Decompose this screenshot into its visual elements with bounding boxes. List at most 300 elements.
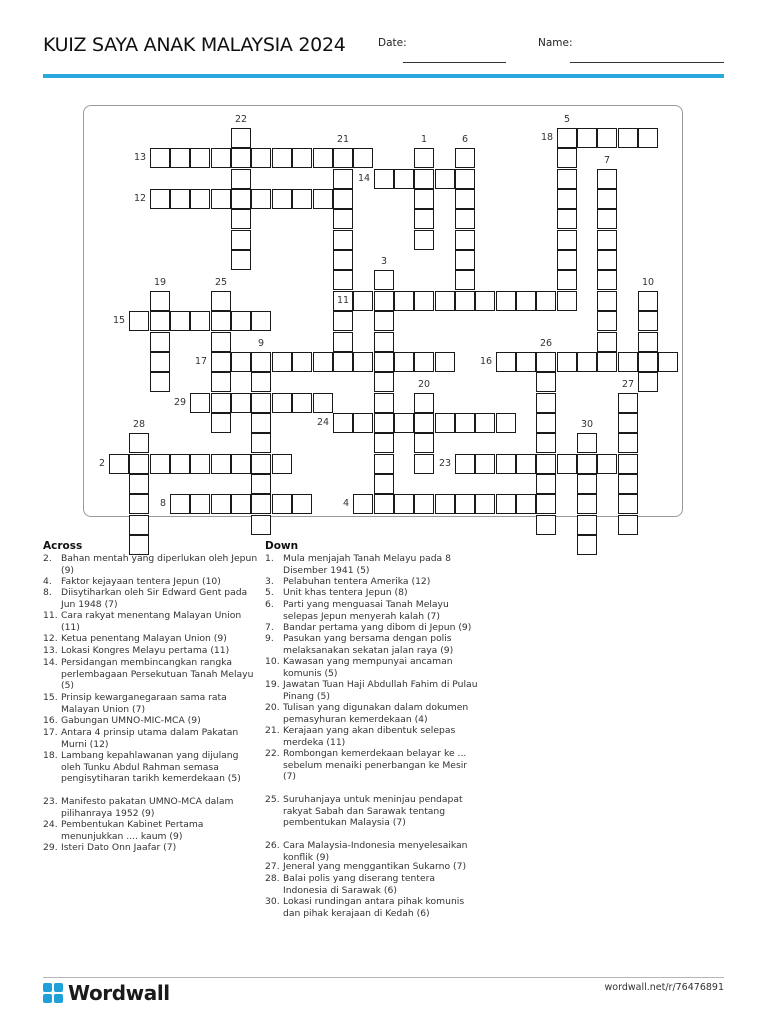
crossword-letter-input[interactable] xyxy=(456,457,474,475)
crossword-cell[interactable] xyxy=(536,413,556,433)
crossword-letter-input[interactable] xyxy=(354,416,372,434)
crossword-cell[interactable] xyxy=(251,494,271,514)
crossword-letter-input[interactable] xyxy=(314,355,332,373)
crossword-cell[interactable] xyxy=(170,494,190,514)
crossword-cell[interactable] xyxy=(475,291,495,311)
crossword-letter-input[interactable] xyxy=(212,396,230,414)
crossword-cell[interactable] xyxy=(618,352,638,372)
crossword-letter-input[interactable] xyxy=(252,192,270,210)
crossword-letter-input[interactable] xyxy=(415,192,433,210)
crossword-letter-input[interactable] xyxy=(273,497,291,515)
crossword-letter-input[interactable] xyxy=(293,151,311,169)
crossword-letter-input[interactable] xyxy=(395,416,413,434)
crossword-cell[interactable] xyxy=(577,352,597,372)
crossword-cell[interactable] xyxy=(557,169,577,189)
crossword-cell[interactable] xyxy=(150,311,170,331)
crossword-cell[interactable] xyxy=(333,189,353,209)
crossword-cell[interactable] xyxy=(618,413,638,433)
crossword-letter-input[interactable] xyxy=(476,294,494,312)
crossword-letter-input[interactable] xyxy=(598,192,616,210)
crossword-letter-input[interactable] xyxy=(415,457,433,475)
crossword-cell[interactable] xyxy=(170,189,190,209)
crossword-letter-input[interactable] xyxy=(151,294,169,312)
crossword-letter-input[interactable] xyxy=(598,294,616,312)
crossword-letter-input[interactable] xyxy=(212,335,230,353)
crossword-letter-input[interactable] xyxy=(232,212,250,230)
crossword-letter-input[interactable] xyxy=(415,151,433,169)
crossword-cell[interactable] xyxy=(414,433,434,453)
crossword-cell[interactable] xyxy=(272,494,292,514)
crossword-letter-input[interactable] xyxy=(558,457,576,475)
crossword-cell[interactable] xyxy=(394,352,414,372)
crossword-cell[interactable] xyxy=(211,189,231,209)
crossword-letter-input[interactable] xyxy=(497,294,515,312)
crossword-letter-input[interactable] xyxy=(578,477,596,495)
crossword-cell[interactable] xyxy=(435,352,455,372)
crossword-letter-input[interactable] xyxy=(517,497,535,515)
crossword-cell[interactable] xyxy=(414,291,434,311)
crossword-letter-input[interactable] xyxy=(232,253,250,271)
crossword-letter-input[interactable] xyxy=(334,253,352,271)
crossword-cell[interactable] xyxy=(597,250,617,270)
crossword-cell[interactable] xyxy=(536,454,556,474)
crossword-letter-input[interactable] xyxy=(639,314,657,332)
crossword-letter-input[interactable] xyxy=(456,253,474,271)
crossword-cell[interactable] xyxy=(150,352,170,372)
crossword-cell[interactable] xyxy=(536,474,556,494)
crossword-cell[interactable] xyxy=(190,454,210,474)
crossword-cell[interactable] xyxy=(353,494,373,514)
crossword-letter-input[interactable] xyxy=(212,314,230,332)
crossword-letter-input[interactable] xyxy=(212,375,230,393)
crossword-letter-input[interactable] xyxy=(212,151,230,169)
crossword-letter-input[interactable] xyxy=(314,151,332,169)
crossword-letter-input[interactable] xyxy=(375,416,393,434)
crossword-letter-input[interactable] xyxy=(598,253,616,271)
crossword-cell[interactable] xyxy=(251,433,271,453)
crossword-cell[interactable] xyxy=(638,291,658,311)
crossword-letter-input[interactable] xyxy=(375,273,393,291)
crossword-cell[interactable] xyxy=(638,311,658,331)
crossword-cell[interactable] xyxy=(374,372,394,392)
crossword-cell[interactable] xyxy=(251,352,271,372)
crossword-cell[interactable] xyxy=(190,189,210,209)
crossword-letter-input[interactable] xyxy=(456,192,474,210)
crossword-cell[interactable] xyxy=(597,454,617,474)
crossword-letter-input[interactable] xyxy=(415,436,433,454)
crossword-letter-input[interactable] xyxy=(293,497,311,515)
crossword-letter-input[interactable] xyxy=(252,314,270,332)
crossword-letter-input[interactable] xyxy=(598,233,616,251)
crossword-cell[interactable] xyxy=(557,352,577,372)
crossword-letter-input[interactable] xyxy=(293,192,311,210)
crossword-letter-input[interactable] xyxy=(151,457,169,475)
crossword-letter-input[interactable] xyxy=(110,457,128,475)
crossword-cell[interactable] xyxy=(496,413,516,433)
crossword-cell[interactable] xyxy=(353,413,373,433)
crossword-cell[interactable] xyxy=(475,494,495,514)
crossword-cell[interactable] xyxy=(577,515,597,535)
crossword-letter-input[interactable] xyxy=(130,436,148,454)
crossword-letter-input[interactable] xyxy=(212,192,230,210)
crossword-cell[interactable] xyxy=(597,270,617,290)
crossword-cell[interactable] xyxy=(190,148,210,168)
crossword-letter-input[interactable] xyxy=(212,497,230,515)
crossword-cell[interactable] xyxy=(516,454,536,474)
crossword-cell[interactable] xyxy=(170,311,190,331)
crossword-cell[interactable] xyxy=(333,352,353,372)
crossword-cell[interactable] xyxy=(455,189,475,209)
crossword-letter-input[interactable] xyxy=(639,375,657,393)
crossword-cell[interactable] xyxy=(496,494,516,514)
crossword-letter-input[interactable] xyxy=(375,497,393,515)
crossword-cell[interactable] xyxy=(374,291,394,311)
crossword-cell[interactable] xyxy=(516,494,536,514)
crossword-letter-input[interactable] xyxy=(415,294,433,312)
crossword-cell[interactable] xyxy=(557,209,577,229)
crossword-cell[interactable] xyxy=(129,311,149,331)
crossword-letter-input[interactable] xyxy=(598,212,616,230)
crossword-letter-input[interactable] xyxy=(415,355,433,373)
crossword-letter-input[interactable] xyxy=(639,335,657,353)
crossword-letter-input[interactable] xyxy=(456,416,474,434)
crossword-cell[interactable] xyxy=(211,311,231,331)
crossword-letter-input[interactable] xyxy=(232,233,250,251)
crossword-cell[interactable] xyxy=(211,413,231,433)
crossword-cell[interactable] xyxy=(211,332,231,352)
crossword-cell[interactable] xyxy=(597,311,617,331)
crossword-cell[interactable] xyxy=(638,352,658,372)
crossword-letter-input[interactable] xyxy=(537,355,555,373)
crossword-letter-input[interactable] xyxy=(456,151,474,169)
crossword-letter-input[interactable] xyxy=(334,172,352,190)
crossword-cell[interactable] xyxy=(597,352,617,372)
crossword-letter-input[interactable] xyxy=(436,497,454,515)
crossword-cell[interactable] xyxy=(618,433,638,453)
crossword-cell[interactable] xyxy=(150,332,170,352)
crossword-letter-input[interactable] xyxy=(130,314,148,332)
crossword-cell[interactable] xyxy=(435,494,455,514)
crossword-cell[interactable] xyxy=(129,474,149,494)
crossword-letter-input[interactable] xyxy=(537,416,555,434)
crossword-letter-input[interactable] xyxy=(497,355,515,373)
crossword-letter-input[interactable] xyxy=(415,416,433,434)
crossword-cell[interactable] xyxy=(150,189,170,209)
crossword-cell[interactable] xyxy=(455,169,475,189)
crossword-cell[interactable] xyxy=(231,128,251,148)
crossword-cell[interactable] xyxy=(313,148,333,168)
crossword-cell[interactable] xyxy=(597,230,617,250)
crossword-letter-input[interactable] xyxy=(252,375,270,393)
crossword-letter-input[interactable] xyxy=(537,294,555,312)
crossword-letter-input[interactable] xyxy=(232,151,250,169)
crossword-cell[interactable] xyxy=(414,352,434,372)
crossword-cell[interactable] xyxy=(577,454,597,474)
crossword-letter-input[interactable] xyxy=(598,131,616,149)
crossword-cell[interactable] xyxy=(333,413,353,433)
crossword-cell[interactable] xyxy=(272,148,292,168)
crossword-cell[interactable] xyxy=(231,189,251,209)
crossword-cell[interactable] xyxy=(455,413,475,433)
crossword-letter-input[interactable] xyxy=(517,457,535,475)
crossword-cell[interactable] xyxy=(251,148,271,168)
crossword-cell[interactable] xyxy=(231,352,251,372)
crossword-cell[interactable] xyxy=(597,128,617,148)
crossword-cell[interactable] xyxy=(597,332,617,352)
crossword-cell[interactable] xyxy=(313,189,333,209)
crossword-letter-input[interactable] xyxy=(273,457,291,475)
crossword-cell[interactable] xyxy=(557,270,577,290)
crossword-letter-input[interactable] xyxy=(456,233,474,251)
crossword-letter-input[interactable] xyxy=(619,518,637,536)
crossword-letter-input[interactable] xyxy=(273,151,291,169)
crossword-letter-input[interactable] xyxy=(232,172,250,190)
crossword-letter-input[interactable] xyxy=(578,131,596,149)
crossword-cell[interactable] xyxy=(414,393,434,413)
crossword-cell[interactable] xyxy=(455,494,475,514)
crossword-cell[interactable] xyxy=(414,413,434,433)
crossword-letter-input[interactable] xyxy=(334,192,352,210)
crossword-letter-input[interactable] xyxy=(151,151,169,169)
crossword-letter-input[interactable] xyxy=(436,416,454,434)
crossword-letter-input[interactable] xyxy=(293,355,311,373)
crossword-cell[interactable] xyxy=(374,413,394,433)
crossword-letter-input[interactable] xyxy=(191,457,209,475)
crossword-cell[interactable] xyxy=(251,413,271,433)
crossword-letter-input[interactable] xyxy=(314,396,332,414)
crossword-cell[interactable] xyxy=(536,393,556,413)
crossword-letter-input[interactable] xyxy=(558,151,576,169)
crossword-letter-input[interactable] xyxy=(191,314,209,332)
crossword-cell[interactable] xyxy=(292,352,312,372)
crossword-letter-input[interactable] xyxy=(578,497,596,515)
crossword-cell[interactable] xyxy=(170,148,190,168)
crossword-letter-input[interactable] xyxy=(476,416,494,434)
crossword-letter-input[interactable] xyxy=(497,497,515,515)
crossword-letter-input[interactable] xyxy=(619,457,637,475)
crossword-cell[interactable] xyxy=(435,169,455,189)
crossword-cell[interactable] xyxy=(251,454,271,474)
crossword-cell[interactable] xyxy=(658,352,678,372)
crossword-cell[interactable] xyxy=(231,209,251,229)
crossword-letter-input[interactable] xyxy=(436,172,454,190)
crossword-cell[interactable] xyxy=(231,250,251,270)
crossword-letter-input[interactable] xyxy=(151,314,169,332)
crossword-cell[interactable] xyxy=(394,413,414,433)
crossword-letter-input[interactable] xyxy=(212,294,230,312)
crossword-cell[interactable] xyxy=(414,169,434,189)
crossword-cell[interactable] xyxy=(251,393,271,413)
crossword-cell[interactable] xyxy=(374,270,394,290)
crossword-letter-input[interactable] xyxy=(334,212,352,230)
crossword-cell[interactable] xyxy=(374,433,394,453)
crossword-cell[interactable] xyxy=(272,454,292,474)
crossword-letter-input[interactable] xyxy=(273,192,291,210)
crossword-letter-input[interactable] xyxy=(456,497,474,515)
crossword-cell[interactable] xyxy=(577,494,597,514)
crossword-letter-input[interactable] xyxy=(456,172,474,190)
crossword-cell[interactable] xyxy=(496,454,516,474)
crossword-letter-input[interactable] xyxy=(537,518,555,536)
crossword-letter-input[interactable] xyxy=(252,457,270,475)
crossword-letter-input[interactable] xyxy=(354,497,372,515)
crossword-letter-input[interactable] xyxy=(619,131,637,149)
crossword-cell[interactable] xyxy=(536,515,556,535)
crossword-cell[interactable] xyxy=(333,332,353,352)
crossword-letter-input[interactable] xyxy=(252,416,270,434)
crossword-letter-input[interactable] xyxy=(578,436,596,454)
crossword-letter-input[interactable] xyxy=(151,335,169,353)
crossword-letter-input[interactable] xyxy=(598,355,616,373)
crossword-letter-input[interactable] xyxy=(578,355,596,373)
crossword-cell[interactable] xyxy=(455,250,475,270)
crossword-cell[interactable] xyxy=(272,189,292,209)
crossword-cell[interactable] xyxy=(292,393,312,413)
crossword-cell[interactable] xyxy=(211,352,231,372)
crossword-cell[interactable] xyxy=(374,393,394,413)
crossword-letter-input[interactable] xyxy=(537,375,555,393)
crossword-letter-input[interactable] xyxy=(151,192,169,210)
crossword-letter-input[interactable] xyxy=(598,335,616,353)
crossword-cell[interactable] xyxy=(618,128,638,148)
crossword-cell[interactable] xyxy=(211,291,231,311)
crossword-letter-input[interactable] xyxy=(273,396,291,414)
crossword-letter-input[interactable] xyxy=(578,538,596,556)
crossword-cell[interactable] xyxy=(109,454,129,474)
crossword-letter-input[interactable] xyxy=(375,314,393,332)
crossword-letter-input[interactable] xyxy=(415,233,433,251)
crossword-letter-input[interactable] xyxy=(497,457,515,475)
crossword-cell[interactable] xyxy=(638,128,658,148)
crossword-cell[interactable] xyxy=(577,128,597,148)
crossword-letter-input[interactable] xyxy=(598,457,616,475)
crossword-cell[interactable] xyxy=(455,148,475,168)
crossword-letter-input[interactable] xyxy=(415,172,433,190)
crossword-cell[interactable] xyxy=(557,148,577,168)
crossword-letter-input[interactable] xyxy=(598,273,616,291)
crossword-letter-input[interactable] xyxy=(191,396,209,414)
crossword-letter-input[interactable] xyxy=(375,172,393,190)
crossword-letter-input[interactable] xyxy=(558,355,576,373)
crossword-cell[interactable] xyxy=(272,352,292,372)
crossword-cell[interactable] xyxy=(231,494,251,514)
crossword-cell[interactable] xyxy=(231,311,251,331)
crossword-cell[interactable] xyxy=(129,515,149,535)
crossword-letter-input[interactable] xyxy=(375,436,393,454)
crossword-cell[interactable] xyxy=(251,311,271,331)
crossword-cell[interactable] xyxy=(333,250,353,270)
crossword-cell[interactable] xyxy=(536,372,556,392)
crossword-cell[interactable] xyxy=(536,291,556,311)
crossword-letter-input[interactable] xyxy=(252,436,270,454)
crossword-cell[interactable] xyxy=(150,454,170,474)
crossword-cell[interactable] xyxy=(374,474,394,494)
crossword-cell[interactable] xyxy=(313,352,333,372)
crossword-cell[interactable] xyxy=(211,494,231,514)
crossword-letter-input[interactable] xyxy=(375,375,393,393)
crossword-cell[interactable] xyxy=(455,230,475,250)
crossword-cell[interactable] xyxy=(618,474,638,494)
crossword-letter-input[interactable] xyxy=(252,518,270,536)
crossword-cell[interactable] xyxy=(496,291,516,311)
crossword-cell[interactable] xyxy=(455,291,475,311)
crossword-letter-input[interactable] xyxy=(232,314,250,332)
crossword-cell[interactable] xyxy=(374,494,394,514)
crossword-letter-input[interactable] xyxy=(232,355,250,373)
crossword-cell[interactable] xyxy=(150,372,170,392)
crossword-letter-input[interactable] xyxy=(354,151,372,169)
crossword-letter-input[interactable] xyxy=(232,396,250,414)
crossword-letter-input[interactable] xyxy=(252,151,270,169)
crossword-letter-input[interactable] xyxy=(130,497,148,515)
crossword-letter-input[interactable] xyxy=(497,416,515,434)
crossword-cell[interactable] xyxy=(557,454,577,474)
crossword-letter-input[interactable] xyxy=(537,396,555,414)
crossword-letter-input[interactable] xyxy=(232,497,250,515)
crossword-cell[interactable] xyxy=(129,433,149,453)
crossword-cell[interactable] xyxy=(150,291,170,311)
crossword-cell[interactable] xyxy=(597,209,617,229)
crossword-cell[interactable] xyxy=(577,433,597,453)
crossword-cell[interactable] xyxy=(211,148,231,168)
crossword-letter-input[interactable] xyxy=(334,151,352,169)
crossword-cell[interactable] xyxy=(333,209,353,229)
crossword-letter-input[interactable] xyxy=(456,212,474,230)
crossword-cell[interactable] xyxy=(150,148,170,168)
crossword-letter-input[interactable] xyxy=(639,355,657,373)
crossword-letter-input[interactable] xyxy=(415,497,433,515)
crossword-cell[interactable] xyxy=(496,352,516,372)
crossword-cell[interactable] xyxy=(333,169,353,189)
crossword-cell[interactable] xyxy=(414,209,434,229)
crossword-cell[interactable] xyxy=(272,393,292,413)
crossword-letter-input[interactable] xyxy=(171,497,189,515)
crossword-cell[interactable] xyxy=(129,535,149,555)
crossword-letter-input[interactable] xyxy=(537,477,555,495)
crossword-letter-input[interactable] xyxy=(517,355,535,373)
crossword-letter-input[interactable] xyxy=(334,233,352,251)
crossword-cell[interactable] xyxy=(211,393,231,413)
crossword-cell[interactable] xyxy=(475,454,495,474)
crossword-cell[interactable] xyxy=(557,128,577,148)
crossword-letter-input[interactable] xyxy=(476,497,494,515)
crossword-cell[interactable] xyxy=(557,250,577,270)
crossword-cell[interactable] xyxy=(394,169,414,189)
crossword-letter-input[interactable] xyxy=(151,375,169,393)
crossword-cell[interactable] xyxy=(190,494,210,514)
crossword-cell[interactable] xyxy=(374,332,394,352)
crossword-letter-input[interactable] xyxy=(558,273,576,291)
crossword-cell[interactable] xyxy=(414,189,434,209)
crossword-letter-input[interactable] xyxy=(191,192,209,210)
crossword-letter-input[interactable] xyxy=(558,172,576,190)
crossword-cell[interactable] xyxy=(231,148,251,168)
crossword-letter-input[interactable] xyxy=(354,294,372,312)
crossword-cell[interactable] xyxy=(251,474,271,494)
crossword-letter-input[interactable] xyxy=(558,131,576,149)
crossword-cell[interactable] xyxy=(231,393,251,413)
crossword-cell[interactable] xyxy=(313,393,333,413)
crossword-letter-input[interactable] xyxy=(436,294,454,312)
crossword-letter-input[interactable] xyxy=(375,294,393,312)
crossword-cell[interactable] xyxy=(251,515,271,535)
crossword-letter-input[interactable] xyxy=(334,314,352,332)
crossword-cell[interactable] xyxy=(333,270,353,290)
crossword-cell[interactable] xyxy=(231,169,251,189)
crossword-letter-input[interactable] xyxy=(314,192,332,210)
crossword-letter-input[interactable] xyxy=(212,355,230,373)
crossword-cell[interactable] xyxy=(414,454,434,474)
